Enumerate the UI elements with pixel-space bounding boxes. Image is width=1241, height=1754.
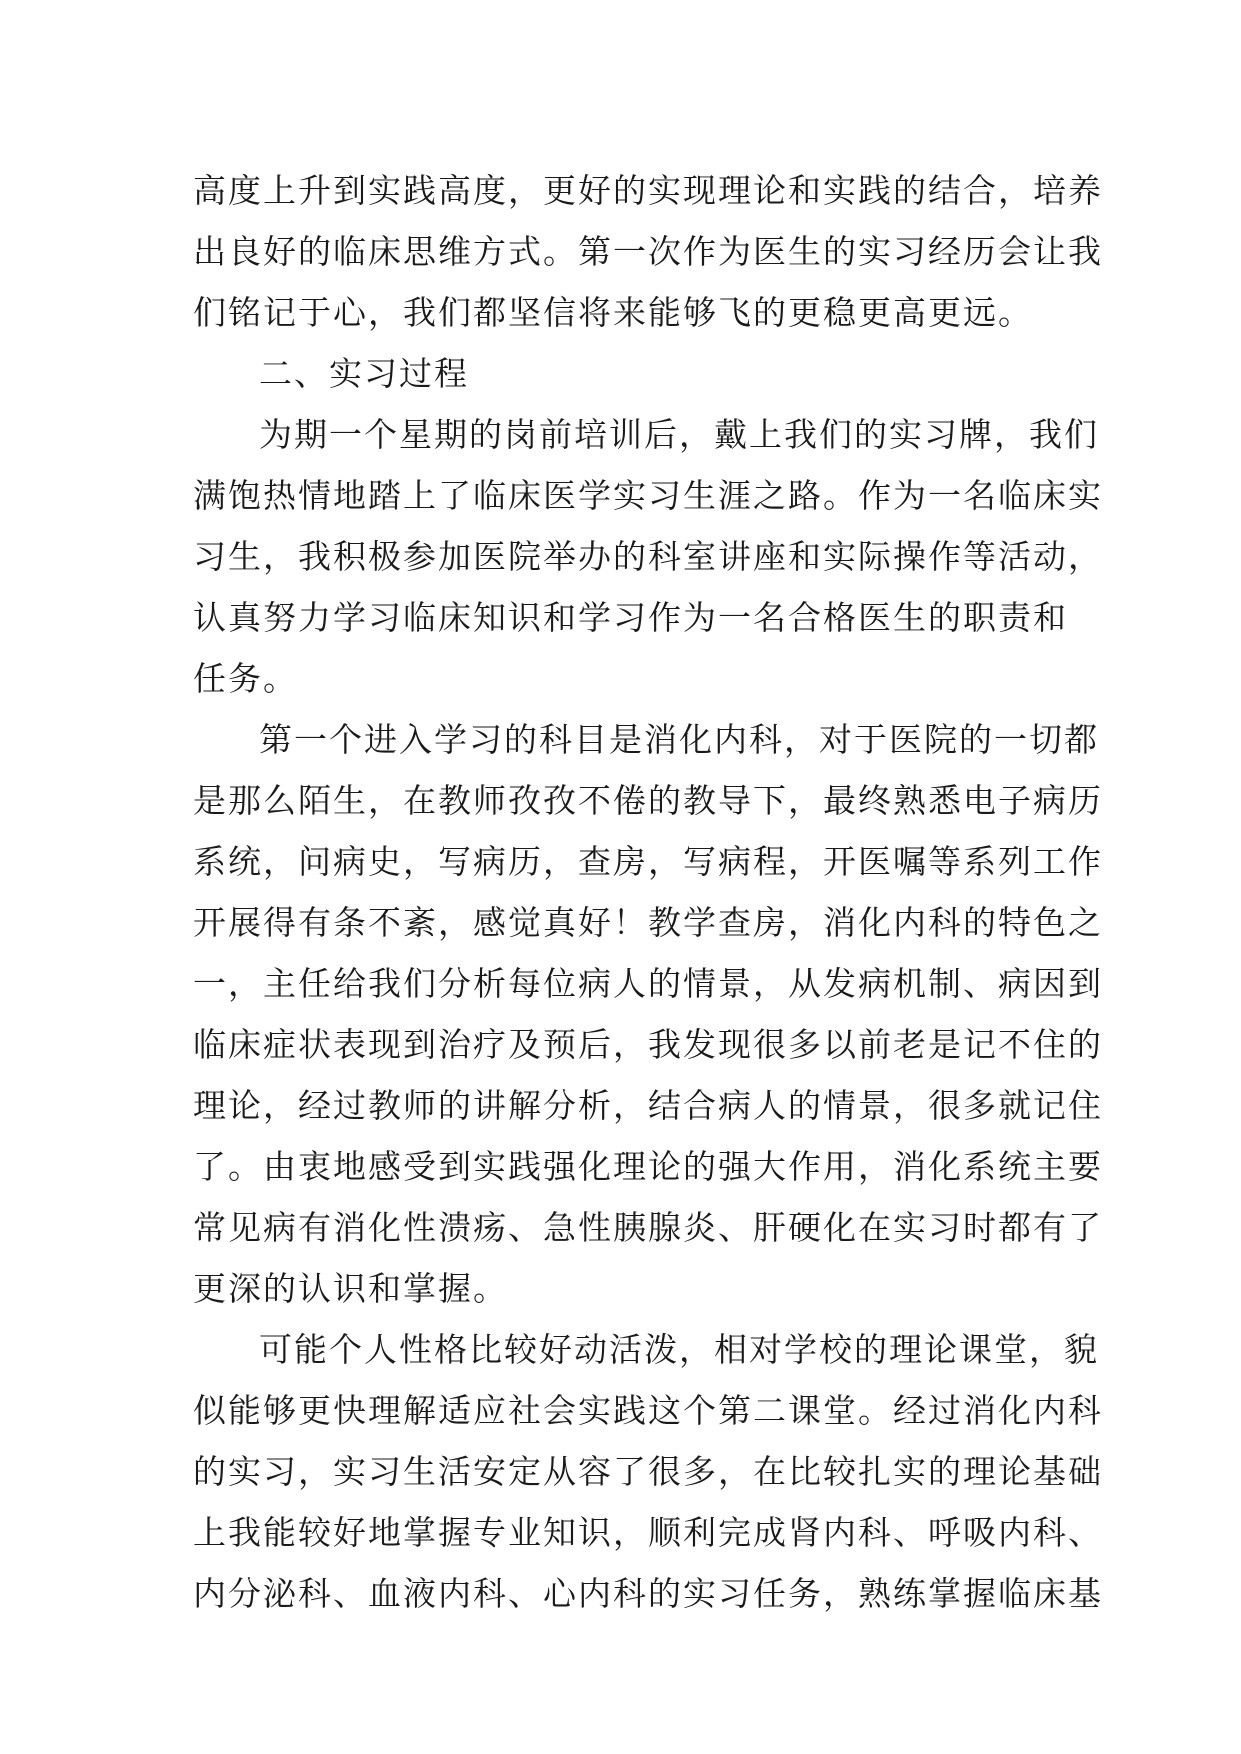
paragraph-start-line: 第一个进入学习的科目是消化内科，对于医院的一切都 (259, 720, 1099, 759)
text-line: 临床症状表现到治疗及预后，我发现很多以前老是记不住的 (193, 1025, 1103, 1064)
text-line: 任务。 (193, 659, 298, 698)
text-line: 满饱热情地踏上了临床医学实习生涯之路。作为一名临床实 (193, 476, 1103, 515)
text-line: 一，主任给我们分析每位病人的情景，从发病机制、病因到 (193, 964, 1103, 1003)
paragraph-start-line: 为期一个星期的岗前培训后，戴上我们的实习牌，我们 (259, 415, 1099, 454)
text-line: 认真努力学习临床知识和学习作为一名合格医生的职责和 (193, 598, 1068, 637)
text-line: 系统，问病史，写病历，查房，写病程，开医嘱等系列工作 (193, 842, 1103, 881)
text-line: 们铭记于心，我们都坚信将来能够飞的更稳更高更远。 (193, 293, 1033, 332)
text-line: 高度上升到实践高度，更好的实现理论和实践的结合，培养 (193, 171, 1103, 210)
text-line: 习生，我积极参加医院举办的科室讲座和实际操作等活动， (193, 537, 1103, 576)
text-line: 内分泌科、血液内科、心内科的实习任务，熟练掌握临床基 (193, 1574, 1103, 1613)
text-line: 似能够更快理解适应社会实践这个第二课堂。经过消化内科 (193, 1391, 1103, 1430)
text-line: 是那么陌生，在教师孜孜不倦的教导下，最终熟悉电子病历 (193, 781, 1103, 820)
text-line: 常见病有消化性溃疡、急性胰腺炎、肝硬化在实习时都有了 (193, 1208, 1103, 1247)
text-line: 的实习，实习生活安定从容了很多，在比较扎实的理论基础 (193, 1452, 1103, 1491)
text-line: 理论，经过教师的讲解分析，结合病人的情景，很多就记住 (193, 1086, 1103, 1125)
text-line: 出良好的临床思维方式。第一次作为医生的实习经历会让我 (193, 232, 1103, 271)
document-body (193, 160, 1103, 1624)
text-line: 上我能较好地掌握专业知识，顺利完成肾内科、呼吸内科、 (193, 1513, 1103, 1552)
paragraph-start-line: 可能个人性格比较好动活泼，相对学校的理论课堂，貌 (259, 1330, 1099, 1369)
text-line: 了。由衷地感受到实践强化理论的强大作用，消化系统主要 (193, 1147, 1103, 1186)
text-line: 开展得有条不紊，感觉真好！教学查房，消化内科的特色之 (193, 903, 1103, 942)
section-heading: 二、实习过程 (259, 354, 469, 393)
text-line: 更深的认识和掌握。 (193, 1269, 508, 1308)
